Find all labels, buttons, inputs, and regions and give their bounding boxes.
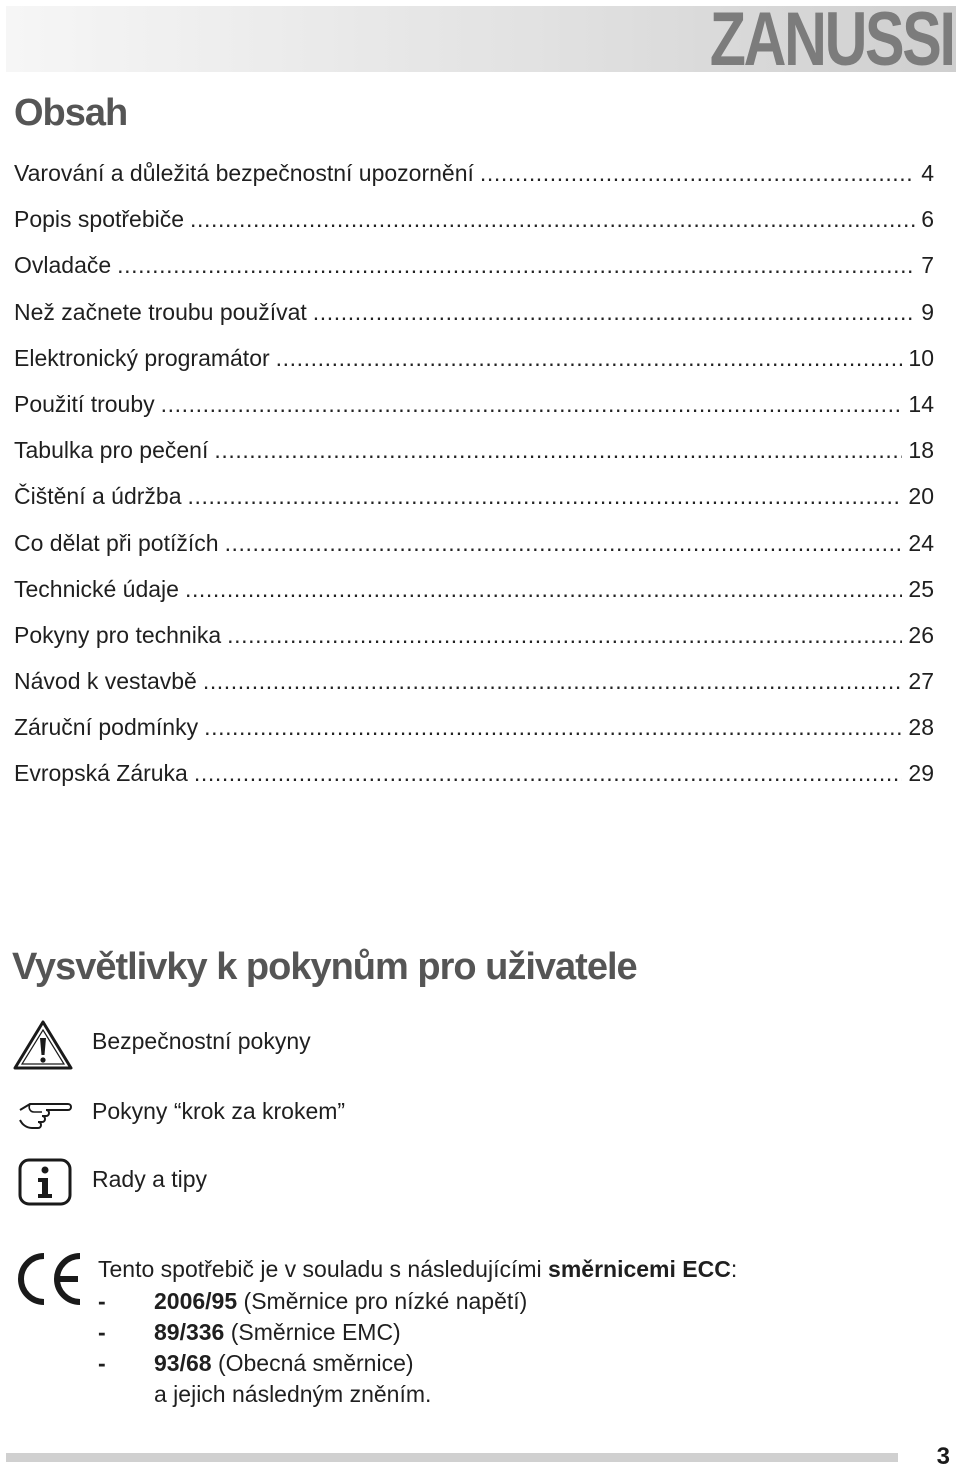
toc-entry-title: Tabulka pro pečení [14,437,209,464]
toc-entry-page: 10 [908,344,934,371]
toc-leader [161,391,903,418]
intro-end: : [730,1256,738,1282]
directive-dash: - [98,1350,106,1376]
toc-entry-page: 18 [908,437,934,464]
toc-entry-title: Návod k vestavbě [14,668,197,695]
toc-entry-page: 9 [921,298,934,325]
toc-leader [185,576,902,603]
toc-entry[interactable] [14,622,934,668]
intro-text: Tento spotřebič je v souladu s následujícími [98,1256,549,1282]
toc-entry[interactable] [14,437,934,483]
toc-entry-title: Ovladače [14,252,112,279]
toc-entry-page: 29 [908,760,934,787]
toc-entry[interactable] [14,160,934,206]
toc-entry[interactable] [14,668,934,714]
directive-code: 2006/95 [154,1288,238,1314]
toc-entry[interactable] [14,576,934,622]
directive-desc: (Směrnice pro nízké napětí) [237,1288,528,1314]
toc-entry[interactable] [14,483,934,529]
table-of-contents [14,160,934,807]
toc-entry-title: Popis spotřebiče [14,206,185,233]
toc-entry-page: 24 [908,529,934,556]
directive-desc: (Směrnice EMC) [224,1319,401,1345]
footer-bar [6,1453,898,1462]
directive-item [98,1319,737,1350]
toc-entry-page: 6 [921,206,934,233]
directive-item [98,1350,737,1381]
toc-entry-title: Použití trouby [14,390,155,417]
directive-tail: a jejich následným zněním. [154,1381,432,1407]
directive-desc: (Obecná směrnice) [211,1350,414,1376]
directive-item [98,1288,737,1319]
toc-entry[interactable] [14,252,934,298]
toc-leader [117,252,915,279]
toc-entry-title: Co dělat při potížích [14,529,219,556]
toc-entry[interactable] [14,345,934,391]
toc-entry[interactable] [14,299,934,345]
toc-entry-title: Čištění a údržba [14,483,182,510]
directive-dash: - [98,1319,106,1345]
legend-label: Bezpečnostní pokyny [92,1028,311,1054]
toc-entry-title: Elektronický programátor [14,344,270,371]
intro-bold: směrnicemi ECC [548,1256,731,1282]
toc-leader [190,206,915,233]
directive-code: 93/68 [154,1350,212,1376]
info-icon [12,1156,74,1208]
legend-label: Pokyny “krok za krokem” [92,1098,346,1124]
toc-leader [214,437,902,464]
toc-entry-page: 25 [908,575,934,602]
legend-item-steps [12,1088,712,1140]
toc-entry[interactable] [14,714,934,760]
warning-triangle-icon [12,1018,74,1070]
toc-leader [313,299,915,326]
directive-dash: - [98,1288,106,1314]
toc-entry-page: 4 [921,160,934,186]
pointing-hand-icon [12,1088,74,1140]
legend-item-safety [12,1018,712,1070]
brand-logo: ZANUSSI [710,0,954,82]
page-number: 3 [936,1443,950,1470]
toc-entry[interactable] [14,760,934,806]
toc-entry-page: 7 [921,252,934,279]
conformity-intro [98,1256,737,1288]
toc-entry-title: Záruční podmínky [14,714,199,741]
ce-mark-icon [14,1250,84,1308]
toc-leader [187,483,902,510]
toc-leader [204,714,902,741]
toc-leader [225,530,903,557]
toc-leader [227,622,902,649]
toc-entry-title: Varování a důležitá bezpečnostní upozornění [14,160,474,186]
toc-entry-title: Než začnete troubu používat [14,298,307,325]
toc-entry-page: 20 [908,483,934,510]
directive-code: 89/336 [154,1319,225,1345]
toc-entry-page: 28 [908,714,934,741]
toc-leader [203,668,903,695]
toc-entry-page: 27 [908,668,934,695]
legend-item-tips [12,1156,712,1208]
toc-leader [480,160,915,187]
toc-entry[interactable] [14,530,934,576]
toc-leader [194,760,903,787]
toc-entry-title: Technické údaje [14,575,179,602]
toc-leader [276,345,903,372]
toc-entry[interactable] [14,391,934,437]
toc-entry-title: Pokyny pro technika [14,621,222,648]
toc-title: Obsah [14,92,128,134]
legend-label: Rady a tipy [92,1166,208,1192]
toc-entry-page: 14 [908,390,934,417]
toc-entry-title: Evropská Záruka [14,760,188,787]
conformity-statement [98,1256,737,1408]
toc-entry-page: 26 [908,621,934,648]
legend-title: Vysvětlivky k pokynům pro uživatele [12,946,637,988]
toc-entry[interactable] [14,206,934,252]
